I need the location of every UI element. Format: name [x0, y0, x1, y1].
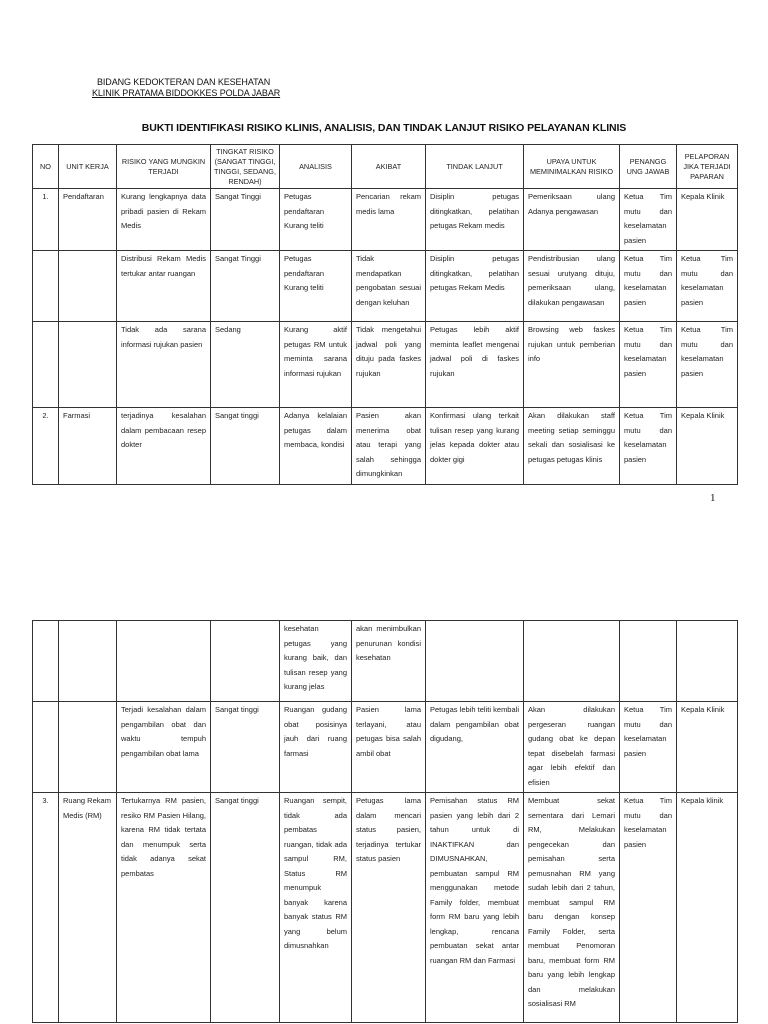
cell-analisis: Ruangan sempit, tidak ada pembatas ruangan, tidak ada sampul RM, Status RM menumpuk banyak karena banyak status RM yang belum dimusnahkan	[280, 793, 352, 1023]
page-number: 1	[710, 492, 716, 504]
cell-unit: Ruang Rekam Medis (RM)	[59, 793, 117, 1023]
col-header-tindak: TINDAK LANJUT	[426, 145, 524, 189]
col-header-akibat: AKIBAT	[352, 145, 426, 189]
cell-upaya: Membuat sekat sementara dari Lemari RM, Melakukan pengecekan dan pemisahan serta pemusnahan RM yang sudah lebih dari 2 tahun, membuat sampul RM baru dengan konsep Family Folder, serta membuat Penomoran baru, membuat form RM baru yang lebih lengkap dan melakukan sosialisasi RM	[524, 793, 620, 1023]
cell-tindak: Pemisahan status RM pasien yang lebih dari 2 tahun untuk di INAKTIFKAN dan DIMUSNAHKAN, pembuatan sampul RM menggunakan metode Family folder, membuat form RM baru yang lebih lengkap, rencana pembuatan sekat antar ruangan RM dan Farmasi	[426, 793, 524, 1023]
cell-risiko: Distribusi Rekam Medis tertukar antar ruangan	[117, 251, 211, 322]
cell-akibat: Tidak mengetahui jadwal poli yang dituju pada faskes rujukan	[352, 322, 426, 408]
cell-upaya: Akan dilakukan staff meeting setiap seminggu sekali dan sosialisasi ke petugas petugas klinis	[524, 408, 620, 485]
cell-no	[33, 621, 59, 702]
cell-pelaporan: Kepala Klinik	[677, 702, 738, 793]
cell-pj: Ketua Tim mutu dan keselamatan pasien	[620, 322, 677, 408]
cell-pelaporan: Ketua Tim mutu dan keselamatan pasien	[677, 322, 738, 408]
cell-pj: Ketua Tim mutu dan keselamatan pasien	[620, 702, 677, 793]
clinic-header: KLINIK PRATAMA BIDDOKKES POLDA JABAR	[92, 88, 281, 98]
table-row	[33, 621, 738, 702]
col-header-tingkat: TINGKAT RISIKO (SANGAT TINGGI, TINGGI, SEDANG, RENDAH)	[211, 145, 280, 189]
table-row	[33, 408, 738, 485]
col-header-risiko: RISIKO YANG MUNGKIN TERJADI	[117, 145, 211, 189]
cell-tindak: Petugas lebih aktif meminta leaflet mengenai jadwal poli di faskes rujukan	[426, 322, 524, 408]
cell-risiko: Tertukarnya RM pasien, resiko RM Pasien Hilang, karena RM tidak tertata dan menumpuk serta tidak adanya sekat pembatas	[117, 793, 211, 1023]
cell-tindak: Petugas lebih teliti kembali dalam pengambilan obat digudang,	[426, 702, 524, 793]
cell-akibat: akan menimbulkan penurunan kondisi kesehatan	[352, 621, 426, 702]
col-header-unit: UNIT KERJA	[59, 145, 117, 189]
col-header-upaya: UPAYA UNTUK MEMINIMALKAN RISIKO	[524, 145, 620, 189]
col-header-pj: PENANGG UNG JAWAB	[620, 145, 677, 189]
col-header-pelaporan: PELAPORAN JIKA TERJADI PAPARAN	[677, 145, 738, 189]
cell-pj	[620, 621, 677, 702]
cell-analisis: Ruangan gudang obat posisinya jauh dari ruang farmasi	[280, 702, 352, 793]
cell-risiko: Tidak ada sarana informasi rujukan pasien	[117, 322, 211, 408]
cell-akibat: Tidak mendapatkan pengobatan sesuai dengan keluhan	[352, 251, 426, 322]
cell-akibat: Pasien lama terlayani, atau petugas bisa salah ambil obat	[352, 702, 426, 793]
table-row	[33, 702, 738, 793]
cell-analisis: Kurang aktif petugas RM untuk meminta sarana informasi rujukan	[280, 322, 352, 408]
cell-tindak: Konfirmasi ulang terkait tulisan resep yang kurang jelas kepada dokter atau dokter gigi	[426, 408, 524, 485]
cell-no	[33, 322, 59, 408]
cell-tingkat: Sangat tinggi	[211, 408, 280, 485]
cell-risiko: Kurang lengkapnya data pribadi pasien di Rekam Medis	[117, 189, 211, 251]
table-row	[33, 189, 738, 251]
cell-upaya: Browsing web faskes rujukan untuk pemberian info	[524, 322, 620, 408]
cell-risiko: terjadinya kesalahan dalam pembacaan resep dokter	[117, 408, 211, 485]
cell-pelaporan: Kepala klinik	[677, 793, 738, 1023]
page-2	[0, 520, 768, 1024]
cell-upaya: Akan dilakukan pergeseran ruangan gudang obat ke depan tepat disebelah farmasi agar lebih efektif dan efisien	[524, 702, 620, 793]
cell-akibat: Pasien akan menerima obat atau terapi yang salah sehingga dimungkinkan	[352, 408, 426, 485]
cell-upaya: Pendistribusian ulang sesuai urutyang dituju, pemeriksaan ulang, dilakukan pengawasan	[524, 251, 620, 322]
risk-table-page-1	[32, 144, 738, 485]
risk-table-page-2	[32, 620, 738, 1023]
cell-no: 3.	[33, 793, 59, 1023]
cell-tindak: Disiplin petugas ditingkatkan, pelatihan petugas Rekam Medis	[426, 251, 524, 322]
cell-tingkat	[211, 621, 280, 702]
cell-unit	[59, 621, 117, 702]
col-header-analisis: ANALISIS	[280, 145, 352, 189]
department-header: BIDANG KEDOKTERAN DAN KESEHATAN	[97, 77, 271, 87]
cell-upaya: Pemeriksaan ulang Adanya pengawasan	[524, 189, 620, 251]
cell-tingkat: Sangat Tinggi	[211, 251, 280, 322]
cell-tingkat: Sedang	[211, 322, 280, 408]
cell-tingkat: Sangat tinggi	[211, 702, 280, 793]
cell-unit: Farmasi	[59, 408, 117, 485]
cell-upaya	[524, 621, 620, 702]
table-header-row	[33, 145, 738, 189]
cell-unit	[59, 251, 117, 322]
cell-no: 1.	[33, 189, 59, 251]
cell-risiko: Terjadi kesalahan dalam pengambilan obat dan waktu tempuh pengambilan obat lama	[117, 702, 211, 793]
cell-pj: Ketua Tim mutu dan keselamatan pasien	[620, 408, 677, 485]
cell-risiko	[117, 621, 211, 702]
cell-pj: Ketua Tim mutu dan keselamatan pasien	[620, 189, 677, 251]
cell-no	[33, 702, 59, 793]
cell-pelaporan: Kepala Klinik	[677, 408, 738, 485]
cell-tindak: Disiplin petugas ditingkatkan, pelatihan petugas Rekam medis	[426, 189, 524, 251]
cell-unit: Pendaftaran	[59, 189, 117, 251]
cell-pelaporan: Ketua Tim mutu dan keselamatan pasien	[677, 251, 738, 322]
cell-tingkat: Sangat tinggi	[211, 793, 280, 1023]
cell-analisis: Adanya kelalaian petugas dalam membaca, kondisi	[280, 408, 352, 485]
table-row	[33, 251, 738, 322]
cell-pj: Ketua Tim mutu dan keselamatan pasien	[620, 251, 677, 322]
cell-akibat: Pencarian rekam medis lama	[352, 189, 426, 251]
cell-pj: Ketua Tim mutu dan keselamatan pasien	[620, 793, 677, 1023]
cell-no: 2.	[33, 408, 59, 485]
cell-analisis: Petugas pendaftaran Kurang teliti	[280, 251, 352, 322]
cell-analisis: kesehatan petugas yang kurang baik, dan tulisan resep yang kurang jelas	[280, 621, 352, 702]
cell-analisis: Petugas pendaftaran Kurang teliti	[280, 189, 352, 251]
cell-tindak	[426, 621, 524, 702]
cell-pelaporan: Kepala Klinik	[677, 189, 738, 251]
cell-tingkat: Sangat Tinggi	[211, 189, 280, 251]
cell-no	[33, 251, 59, 322]
cell-unit	[59, 702, 117, 793]
cell-akibat: Petugas lama dalam mencari status pasien, terjadinya tertukar status pasien	[352, 793, 426, 1023]
cell-unit	[59, 322, 117, 408]
table-row	[33, 322, 738, 408]
table-row	[33, 793, 738, 1023]
col-header-no: NO	[33, 145, 59, 189]
cell-pelaporan	[677, 621, 738, 702]
document-title: BUKTI IDENTIFIKASI RISIKO KLINIS, ANALISIS, DAN TINDAK LANJUT RISIKO PELAYANAN KLINIS	[141, 122, 627, 134]
